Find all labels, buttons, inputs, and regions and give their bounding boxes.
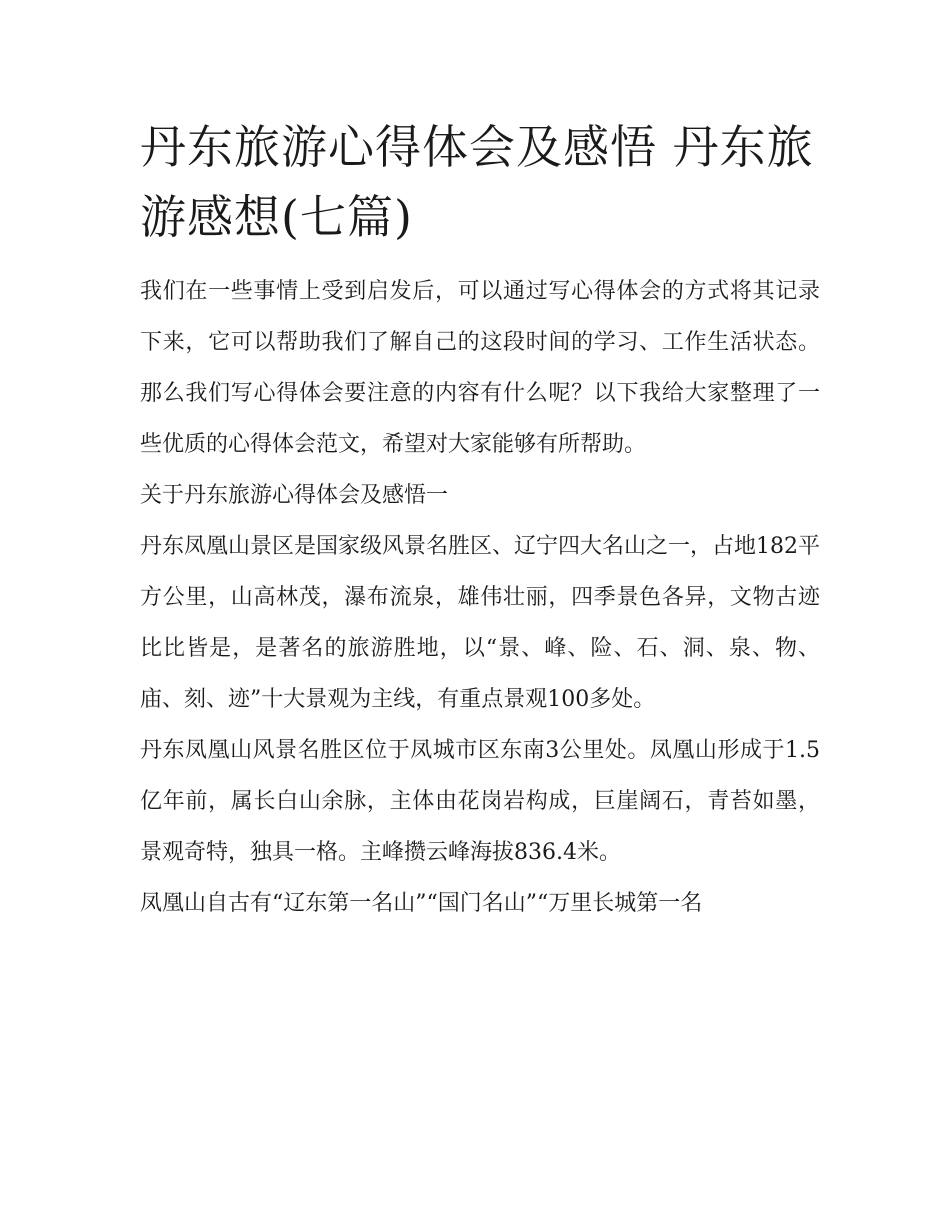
body-paragraph: 丹东凤凰山风景名胜区位于凤城市区东南3公里处。凤凰山形成于1.5亿年前，属长白山余脉，主体由花岗岩构成，巨崖阔石，青苔如墨，景观奇特，独具一格。主峰攒云峰海拔836.4米。 — [140, 738, 820, 865]
intro-paragraph: 我们在一些事情上受到启发后，可以通过写心得体会的方式将其记录下来，它可以帮助我们了解自己的这段时间的学习、工作生活状态。那么我们写心得体会要注意的内容有什么呢？以下我给大家整理了一些优质的心得体会范文，希望对大家能够有所帮助。 — [140, 279, 820, 457]
section-heading: 关于丹东旅游心得体会及感悟一 — [140, 483, 449, 508]
body-paragraph: 凤凰山自古有“辽东第一名山”“国门名山”“万里长城第一名 — [140, 891, 703, 916]
body-paragraph: 丹东凤凰山景区是国家级风景名胜区、辽宁四大名山之一，占地182平方公里，山高林茂，瀑布流泉，雄伟壮丽，四季景色各异，文物古迹比比皆是，是著名的旅游胜地，以“景、峰、险、石、洞、泉、物、庙、刻、迹”十大景观为主线，有重点景观100多处。 — [140, 534, 820, 712]
document-title: 丹东旅游心得体会及感悟 丹东旅游感想(七篇) — [140, 120, 814, 244]
document-page — [140, 112, 820, 929]
